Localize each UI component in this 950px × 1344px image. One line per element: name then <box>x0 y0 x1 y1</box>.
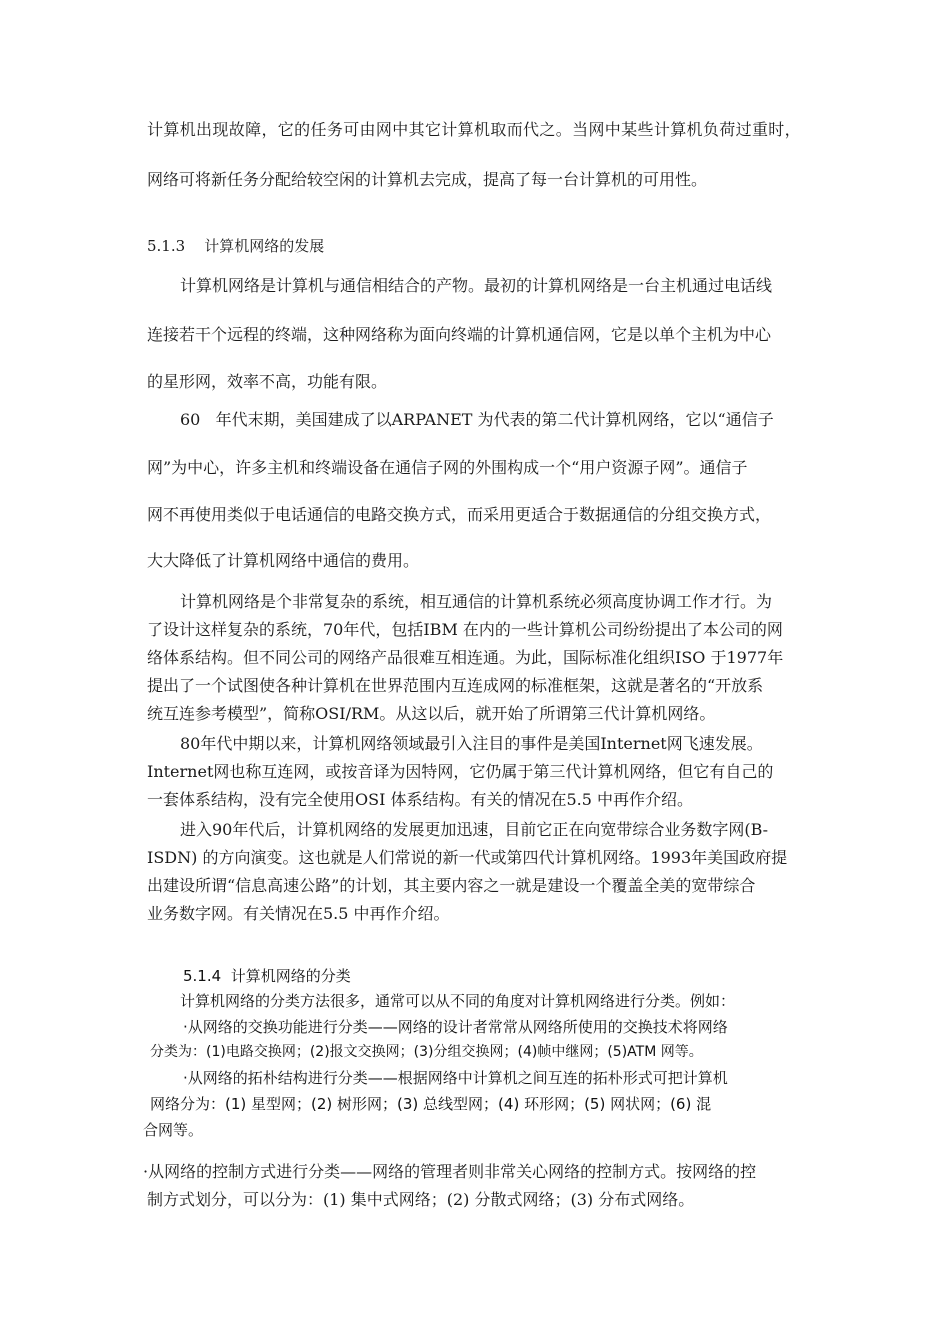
p2-line-3: 网不再使用类似于电话通信的电路交换方式，而采用更适合于数据通信的分组交换方式， <box>147 505 772 524</box>
p1-line-1: 计算机网络是计算机与通信相结合的产物。最初的计算机网络是一台主机通过电话线 <box>180 276 773 295</box>
bullet-control-line-2: 制方式划分，可以分为：(1) 集中式网络；(2) 分散式网络；(3) 分布式网络。 <box>147 1190 695 1209</box>
p3-line-3: 络体系结构。但不同公司的网络产品很难互相连通。为此，国际标准化组织ISO 于1977年 <box>147 648 784 667</box>
p1-line-2: 连接若干个远程的终端，这种网络称为面向终端的计算机通信网，它是以单个主机为中心 <box>147 325 772 344</box>
p3-line-1: 计算机网络是个非常复杂的系统，相互通信的计算机系统必须高度协调工作才行。为 <box>180 592 773 611</box>
p5-line-2: ISDN) 的方向演变。这也就是人们常说的新一代或第四代计算机网络。1993年美国政府提 <box>147 848 788 867</box>
section-heading-514: 5.1.4 计算机网络的分类 <box>183 967 351 985</box>
bullet-switching-line-1: ·从网络的交换功能进行分类——网络的设计者常常从网络所使用的交换技术将网络 <box>183 1018 728 1036</box>
classification-intro: 计算机网络的分类方法很多，通常可以从不同的角度对计算机网络进行分类。例如： <box>180 992 736 1010</box>
intro-line-2: 网络可将新任务分配给较空闲的计算机去完成，提高了每一台计算机的可用性。 <box>147 170 708 189</box>
p5-line-4: 业务数字网。有关情况在5.5 中再作介绍。 <box>147 904 450 923</box>
p4-line-3: 一套体系结构，没有完全使用OSI 体系结构。有关的情况在5.5 中再作介绍。 <box>147 790 694 809</box>
p4-line-2: Internet网也称互连网，或按音译为因特网，它仍属于第三代计算机网络，但它有自己的 <box>147 762 774 781</box>
p2-line-4: 大大降低了计算机网络中通信的费用。 <box>147 551 420 570</box>
section-heading-513: 5.1.3 计算机网络的发展 <box>147 237 325 255</box>
p3-line-4: 提出了一个试图使各种计算机在世界范围内互连成网的标准框架，这就是著名的“开放系 <box>147 676 764 695</box>
p3-line-5: 统互连参考模型”，简称OSI/RM。从这以后，就开始了所谓第三代计算机网络。 <box>147 704 716 723</box>
bullet-control-line-1: ·从网络的控制方式进行分类——网络的管理者则非常关心网络的控制方式。按网络的控 <box>143 1162 757 1181</box>
bullet-topology-line-2: 网络分为：(1) 星型网；(2) 树形网；(3) 总线型网；(4) 环形网；(5) 网状网；(6) 混 <box>150 1095 712 1113</box>
p2-line-1: 60 年代末期，美国建成了以ARPANET 为代表的第二代计算机网络，它以“通信子 <box>180 410 774 429</box>
bullet-topology-line-1: ·从网络的拓朴结构进行分类——根据网络中计算机之间互连的拓朴形式可把计算机 <box>183 1069 728 1087</box>
p3-line-2: 了设计这样复杂的系统，70年代，包括IBM 在内的一些计算机公司纷纷提出了本公司的网 <box>147 620 783 639</box>
p5-line-1: 进入90年代后，计算机网络的发展更加迅速，目前它正在向宽带综合业务数字网(B- <box>180 820 769 839</box>
p2-line-2: 网”为中心，许多主机和终端设备在通信子网的外围构成一个“用户资源子网”。通信子 <box>147 458 748 477</box>
bullet-topology-line-3: 合网等。 <box>143 1121 204 1139</box>
p1-line-3: 的星形网，效率不高，功能有限。 <box>147 372 388 391</box>
intro-line-1: 计算机出现故障，它的任务可由网中其它计算机取而代之。当网中某些计算机负荷过重时， <box>147 120 802 139</box>
p4-line-1: 80年代中期以来，计算机网络领域最引入注目的事件是美国Internet网飞速发展。 <box>180 734 763 753</box>
p5-line-3: 出建设所谓“信息高速公路”的计划，其主要内容之一就是建设一个覆盖全美的宽带综合 <box>147 876 756 895</box>
bullet-switching-line-2: 分类为：(1)电路交换网；(2)报文交换网；(3)分组交换网；(4)帧中继网；(5)ATM 网等。 <box>150 1044 703 1060</box>
